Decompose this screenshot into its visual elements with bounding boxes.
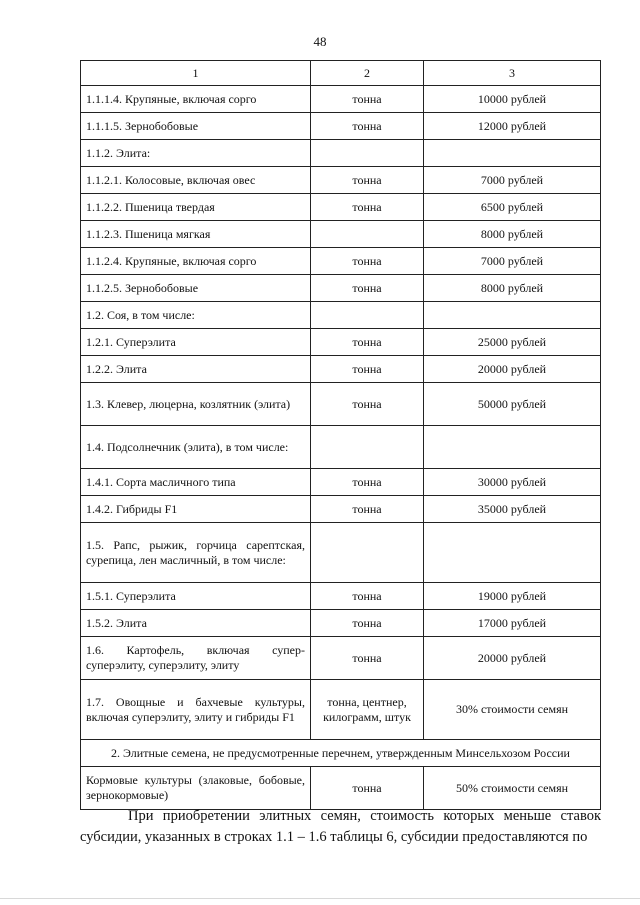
table-row [81,496,601,523]
table-row [81,383,601,426]
table-row [81,583,601,610]
unit-cell: тонна [311,637,424,680]
section-heading-cell: 2. Элитные семена, не предусмотренные перечнем, утвержденным Минсельхозом России [81,740,601,767]
unit-cell [311,221,424,248]
rate-cell [424,523,601,583]
unit-cell: тонна, центнер, килограмм, штук [311,680,424,740]
header-cell-2: 2 [311,61,424,86]
rate-cell: 50000 рублей [424,383,601,426]
item-name-cell: 1.3. Клевер, люцерна, козлятник (элита) [81,383,311,426]
table-row [81,167,601,194]
table-row [81,767,601,810]
rate-cell: 25000 рублей [424,329,601,356]
rate-cell [424,140,601,167]
unit-cell [311,523,424,583]
unit-cell: тонна [311,767,424,810]
rate-cell: 12000 рублей [424,113,601,140]
rate-cell: 50% стоимости семян [424,767,601,810]
rate-cell: 10000 рублей [424,86,601,113]
rate-cell: 8000 рублей [424,275,601,302]
body-paragraph: При приобретении элитных семян, стоимость которых меньше ставок субсидии, указанных в строках 1.1 – 1.6 таблицы 6, субсидии предоставляются по [80,808,601,845]
item-name-cell: 1.1.2.5. Зернобобовые [81,275,311,302]
unit-cell [311,426,424,469]
table-row [81,248,601,275]
unit-cell: тонна [311,248,424,275]
table-row [81,140,601,167]
table-row [81,302,601,329]
item-name-cell: 1.1.1.5. Зернобобовые [81,113,311,140]
page-number: 48 [313,34,327,49]
table-row [81,194,601,221]
table-row [81,637,601,680]
unit-cell [311,302,424,329]
item-name-cell: 1.1.1.4. Крупяные, включая сорго [81,86,311,113]
header-cell-1: 1 [81,61,311,86]
unit-cell: тонна [311,329,424,356]
table-row [81,221,601,248]
table-row [81,275,601,302]
rate-cell: 30000 рублей [424,469,601,496]
item-name-cell: 1.7. Овощные и бахчевые культуры, включая суперэлиту, элиту и гибриды F1 [81,680,311,740]
unit-cell: тонна [311,496,424,523]
item-name-cell: 1.4. Подсолнечник (элита), в том числе: [81,426,311,469]
item-name-cell: 1.5. Рапс, рыжик, горчица сарептская, сурепица, лен масличный, в том числе: [81,523,311,583]
item-name-cell: 1.5.2. Элита [81,610,311,637]
item-name-cell: 1.6. Картофель, включая супер-суперэлиту, суперэлиту, элиту [81,637,311,680]
item-name-cell: 1.4.1. Сорта масличного типа [81,469,311,496]
rate-cell: 17000 рублей [424,610,601,637]
rate-cell: 6500 рублей [424,194,601,221]
table-row [81,113,601,140]
rate-cell [424,302,601,329]
rate-cell: 7000 рублей [424,167,601,194]
item-name-cell: 1.2.2. Элита [81,356,311,383]
unit-cell [311,140,424,167]
unit-cell: тонна [311,167,424,194]
item-name-cell: 1.1.2.4. Крупяные, включая сорго [81,248,311,275]
unit-cell: тонна [311,86,424,113]
table-row [81,523,601,583]
item-name-cell: 1.1.2.1. Колосовые, включая овес [81,167,311,194]
rate-cell: 20000 рублей [424,356,601,383]
table-row [81,469,601,496]
unit-cell: тонна [311,194,424,221]
unit-cell: тонна [311,610,424,637]
rate-cell [424,426,601,469]
rate-cell: 8000 рублей [424,221,601,248]
item-name-cell: Кормовые культуры (злаковые, бобовые, зернокормовые) [81,767,311,810]
section-heading-row [81,740,601,767]
item-name-cell: 1.4.2. Гибриды F1 [81,496,311,523]
table-header-row [81,61,601,86]
table-row [81,329,601,356]
table-row [81,680,601,740]
unit-cell: тонна [311,383,424,426]
page-edge-line [0,898,640,899]
unit-cell: тонна [311,583,424,610]
item-name-cell: 1.5.1. Суперэлита [81,583,311,610]
item-name-cell: 1.2.1. Суперэлита [81,329,311,356]
item-name-cell: 1.2. Соя, в том числе: [81,302,311,329]
subsidy-rates-table [80,60,601,810]
table-row [81,86,601,113]
item-name-cell: 1.1.2. Элита: [81,140,311,167]
rate-cell: 20000 рублей [424,637,601,680]
item-name-cell: 1.1.2.2. Пшеница твердая [81,194,311,221]
unit-cell: тонна [311,275,424,302]
rate-cell: 7000 рублей [424,248,601,275]
unit-cell: тонна [311,356,424,383]
unit-cell: тонна [311,113,424,140]
item-name-cell: 1.1.2.3. Пшеница мягкая [81,221,311,248]
table-row [81,426,601,469]
rate-cell: 19000 рублей [424,583,601,610]
header-cell-3: 3 [424,61,601,86]
table-row [81,356,601,383]
rate-cell: 35000 рублей [424,496,601,523]
unit-cell: тонна [311,469,424,496]
rate-cell: 30% стоимости семян [424,680,601,740]
table-row [81,610,601,637]
